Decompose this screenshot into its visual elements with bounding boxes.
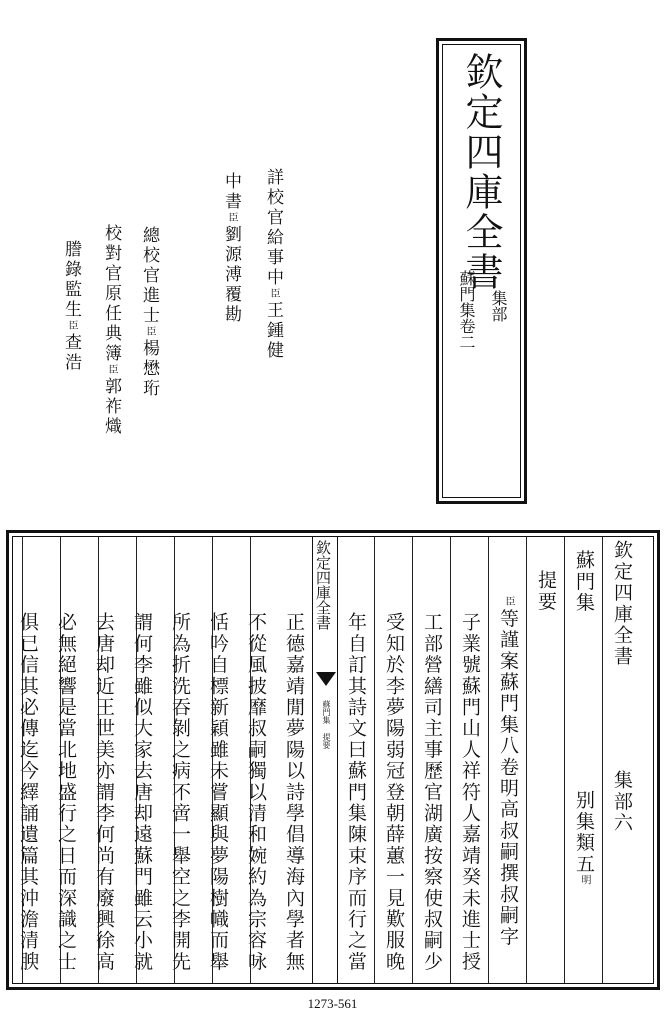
text-column: 受知於李夢陽弱冠登朝薛蕙一見歎服晚 xyxy=(383,612,405,973)
text-column: 去唐却近王世美亦謂李何尚有廢興徐高 xyxy=(93,612,115,973)
text-column: 正德嘉靖閒夢陽以詩學倡導海內學者無 xyxy=(283,612,305,973)
page-category: 别集類五明 xyxy=(573,790,595,888)
credit-line: 中書臣劉源溥覆勘 xyxy=(221,172,241,325)
cover-section: 集部 xyxy=(489,290,508,322)
fold-subtitle: 蘇門集 提要 xyxy=(322,700,331,749)
credit-line: 校對官原任典簿臣郭祚熾 xyxy=(101,224,121,437)
fold-title: 欽定四庫全書 xyxy=(314,540,332,630)
text-column: 謂何李雖似大家去唐却遠蘇門雖云小就 xyxy=(131,612,153,973)
text-column: 工部營繕司主事歷官湖廣按察使叔嗣少 xyxy=(421,612,443,973)
tiyao-heading: 提要 xyxy=(535,570,557,613)
cover-title: 欽定四庫全書 xyxy=(459,52,503,292)
text-column: 不從風披靡叔嗣獨以清和婉約為宗容咏 xyxy=(245,612,267,973)
text-column: 所為折洗吞剝之病不啻一舉空之李開先 xyxy=(169,612,191,973)
text-column: 恬吟自標新穎雖未嘗顯與夢陽樹幟而舉 xyxy=(207,612,229,973)
fish-tail-mark xyxy=(316,672,336,686)
page-book: 蘇門集 xyxy=(573,550,595,614)
cover-book-volume: 蘇門集卷二 xyxy=(457,270,476,350)
page-number: 1273-561 xyxy=(307,996,358,1011)
text-column: 必無絕響是當北地盛行之日而深識之士 xyxy=(55,612,77,973)
text-column: 臣等謹案蘇門集八卷明高叔嗣撰叔嗣字 xyxy=(497,596,519,948)
text-column: 俱已信其必傳迄今繹誦遺篇其沖澹清腴 xyxy=(17,612,39,973)
credit-line: 總校官進士臣楊懋珩 xyxy=(139,226,159,399)
text-column: 子業號蘇門山人祥符人嘉靖癸未進士授 xyxy=(459,612,481,973)
credit-line: 謄錄監生臣查浩 xyxy=(61,240,81,373)
credit-line: 詳校官給事中臣王鍾健 xyxy=(263,168,283,361)
text-column: 年自訂其詩文曰蘇門集陳束序而行之當 xyxy=(345,612,367,973)
page-header: 欽定四庫全書 xyxy=(611,540,633,668)
page-section: 集部六 xyxy=(611,770,633,834)
